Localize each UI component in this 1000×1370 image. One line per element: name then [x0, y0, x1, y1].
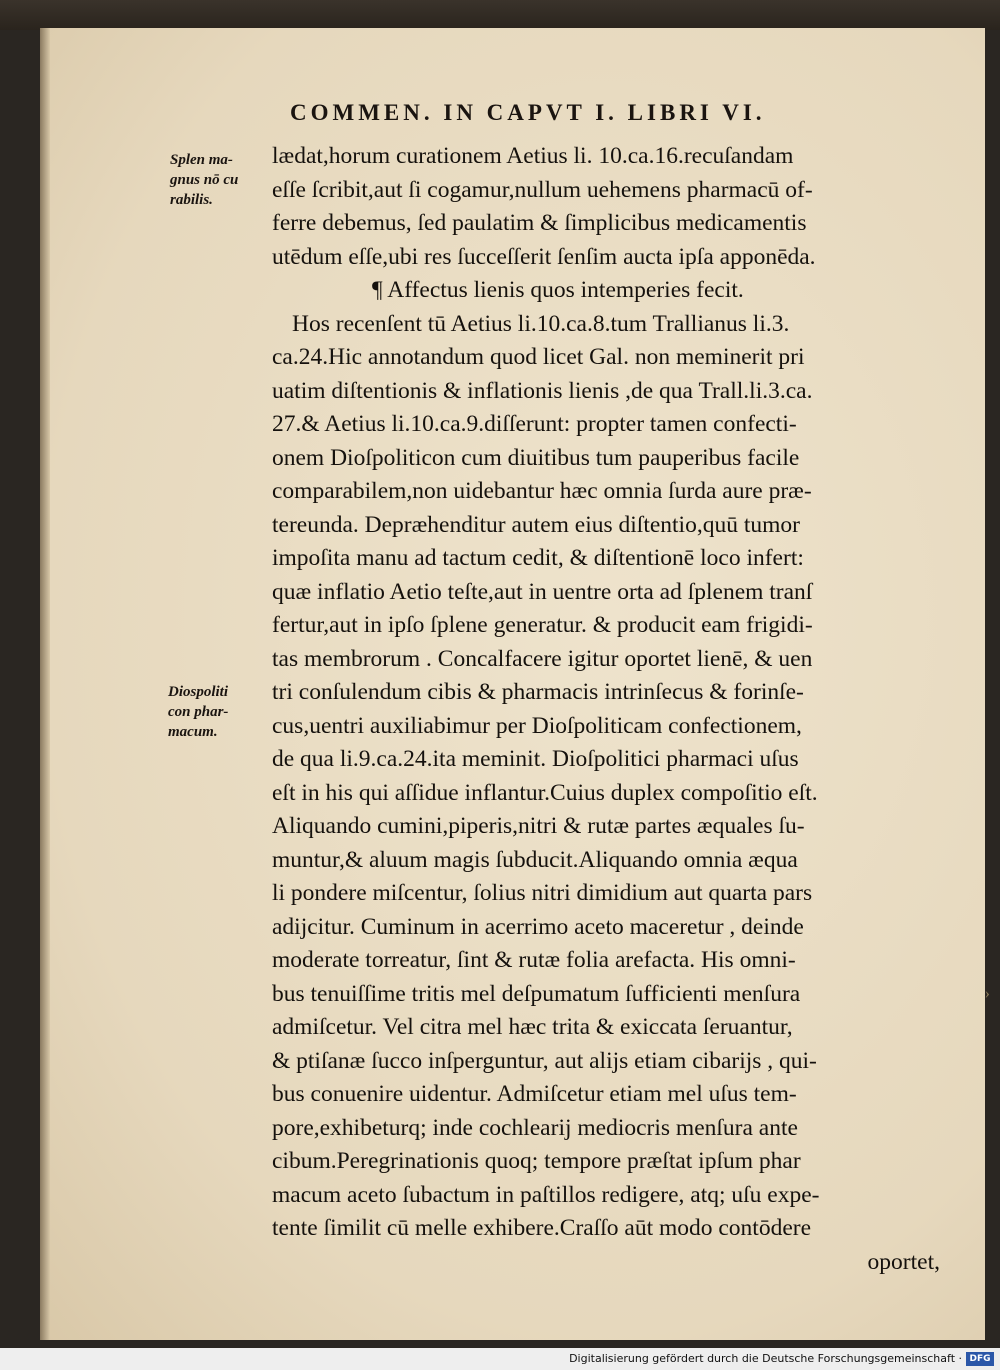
- margin-note-splen: [170, 150, 238, 210]
- text-line: lædat,horum curationem Aetius li. 10.ca.16.recuſandam: [272, 143, 794, 169]
- margin-note-line: con phar-: [168, 704, 229, 720]
- text-line: pore,exhibeturq; inde cochlearij mediocris menſura ante: [272, 1114, 798, 1141]
- text-line: ferre debemus, ſed paulatim & ſimplicibus medicamentis: [272, 210, 807, 236]
- margin-note-line: Splen ma-: [170, 152, 233, 168]
- text-line: 27.& Aetius li.10.ca.9.diſſerunt: propter tamen confecti-: [272, 411, 797, 437]
- text-line: moderate torreatur, ſint & rutæ folia arefacta. His omni-: [272, 947, 796, 973]
- text-line: bus conuenire uidentur. Admiſcetur etiam mel uſus tem-: [272, 1081, 797, 1107]
- dfg-logo-icon: DFG: [966, 1352, 994, 1366]
- text-line: comparabilem,non uidebantur hæc omnia ſurda aure præ-: [272, 478, 812, 504]
- text-line: admiſcetur. Vel citra mel hæc trita & exiccata ſeruantur,: [272, 1014, 793, 1040]
- text-line: quæ inflatio Aetio teſte,aut in uentre orta ad ſplenem tranſ: [272, 578, 813, 605]
- running-header: COMMEN. IN CAPVT I. LIBRI VI.: [290, 100, 766, 125]
- catchword: oportet,: [867, 1248, 940, 1275]
- text-line: eſt in his qui aſſidue inflantur.Cuius duplex compoſitio eſt.: [272, 779, 818, 806]
- text-line: & ptiſanæ ſucco inſperguntur, aut alijs etiam cibarijs , qui-: [272, 1047, 817, 1074]
- section-heading: ¶ Affectus lienis quos intemperies fecit.: [372, 277, 744, 303]
- text-line: adijcitur. Cuminum in acerrimo aceto maceretur , deinde: [272, 913, 804, 940]
- page-gutter: [40, 28, 50, 1340]
- text-line: uatim diſtentionis & inflationis lienis ,de qua Trall.li.3.ca.: [272, 377, 813, 404]
- text-line: ca.24.Hic annotandum quod licet Gal. non meminerit pri: [272, 344, 805, 370]
- page-edge-mark: ›: [984, 985, 990, 1002]
- text-line: muntur,& aluum magis ſubducit.Aliquando omnia æqua: [272, 846, 798, 873]
- footer-text: Digitalisierung gefördert durch die Deutsche Forschungsgemeinschaft ·: [569, 1352, 962, 1365]
- scan-border: [0, 0, 1000, 30]
- text-line: tente ſimilit cū melle exhibere.Craſſo aūt modo contōdere: [272, 1215, 812, 1241]
- text-line: bus tenuiſſime tritis mel deſpumatum ſufficienti menſura: [272, 980, 801, 1007]
- margin-note-line: macum.: [168, 724, 218, 740]
- body-text: [272, 140, 952, 1279]
- margin-note-line: rabilis.: [170, 192, 213, 208]
- text-line: cibum.Peregrinationis quoq; tempore præſtat ipſum phar: [272, 1148, 801, 1174]
- text-line: Aliquando cumini,piperis,nitri & rutæ partes æquales ſu-: [272, 813, 805, 839]
- text-line: fertur,aut in ipſo ſplene generatur. & producit eam frigidi-: [272, 612, 813, 638]
- digitization-footer: [0, 1348, 1000, 1370]
- text-line: Hos recenſent tū Aetius li.10.ca.8.tum Trallianus li.3.: [292, 310, 790, 337]
- text-line: tri conſulendum cibis & pharmacis intrinſecus & forinſe-: [272, 679, 804, 705]
- text-line: cus,uentri auxiliabimur per Dioſpoliticam confectionem,: [272, 712, 802, 739]
- text-line: tereunda. Depræhenditur autem eius diſtentio,quū tumor: [272, 511, 800, 538]
- text-line: utēdum eſſe,ubi res ſucceſſerit ſenſim aucta ipſa apponēda.: [272, 243, 816, 270]
- text-line: impoſita manu ad tactum cedit, & diſtentionē loco infert:: [272, 545, 804, 571]
- margin-note-line: gnus nō cu: [170, 172, 239, 188]
- text-line: eſſe ſcribit,aut ſi cogamur,nullum uehemens pharmacū of-: [272, 176, 813, 203]
- text-line: tas membrorum . Concalfacere igitur oportet lienē, & uen: [272, 645, 813, 672]
- text-line: de qua li.9.ca.24.ita meminit. Dioſpolitici pharmaci uſus: [272, 746, 799, 772]
- margin-note-diospoliticon: [168, 682, 228, 742]
- margin-note-line: Diospoliti: [168, 684, 229, 700]
- text-line: onem Dioſpoliticon cum diuitibus tum pauperibus facile: [272, 444, 800, 471]
- text-line: macum aceto ſubactum in paſtillos redigere, atq; uſu expe-: [272, 1181, 820, 1208]
- text-line: li pondere miſcentur, ſolius nitri dimidium aut quarta pars: [272, 880, 813, 906]
